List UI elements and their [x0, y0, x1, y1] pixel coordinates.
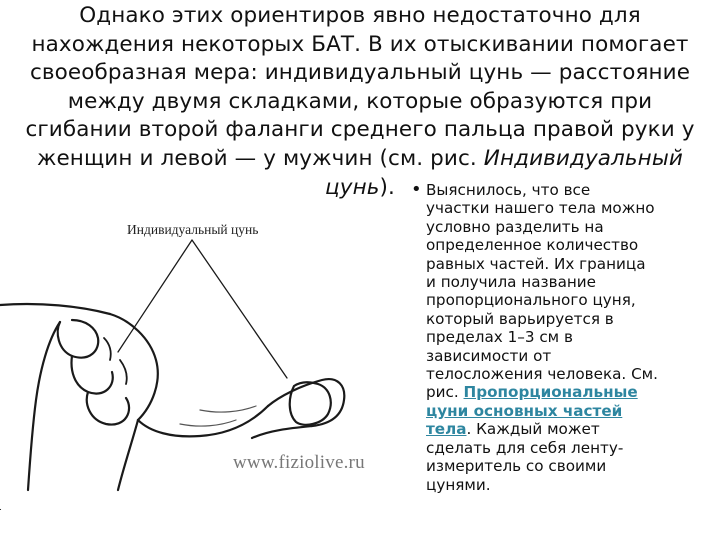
intro-paragraph: [6, 2, 714, 202]
bullet-line: пропорционального цуня,: [426, 291, 636, 310]
bullet-line: телосложения человека. См.: [426, 365, 658, 384]
bullet-line: определенное количество: [426, 236, 639, 255]
intro-line: нахождения некоторых БАТ. В их отыскивании помогает: [31, 31, 689, 57]
hand-illustration: [0, 210, 430, 510]
bullet-line: равных частей. Их граница: [426, 254, 646, 273]
bullet-line: Выяснилось, что все: [426, 181, 591, 199]
bullet-line: который варьируется в: [426, 309, 614, 328]
intro-line-6: [6, 145, 714, 174]
bullet-line: пределах 1–3 см в: [426, 328, 573, 347]
proportional-cun-link-cont[interactable]: цуни основных частей: [426, 401, 623, 420]
bullet-line: цунями.: [426, 475, 491, 494]
bullet-marker: •: [411, 179, 422, 200]
watermark: www.fiziolive.ru: [233, 452, 365, 473]
bullet-line: измеритель со своими: [426, 457, 607, 476]
bullet-line-link: [426, 402, 716, 420]
bullet-line: участки нашего тела можно: [426, 199, 655, 218]
intro-line-end: ).: [379, 174, 395, 200]
intro-line: Однако этих ориентиров явно недостаточно для: [79, 3, 641, 28]
bullet-paragraph: [426, 181, 716, 494]
intro-line: своеобразная мера: индивидуальный цунь — расстояние: [29, 60, 691, 86]
bullet-line-link: [426, 383, 716, 401]
intro-line: между двумя складками, которые образуются при: [67, 88, 653, 114]
bullet-line: зависимости от: [426, 346, 552, 365]
figure-label: Индивидуальный цунь: [127, 222, 259, 237]
after-link-text: . Каждый может: [466, 420, 600, 439]
proportional-cun-link-end[interactable]: тела: [426, 420, 467, 439]
figure-reference: Индивидуальный: [483, 145, 683, 171]
figure-reference-cont: цунь: [325, 174, 380, 200]
link-prefix: рис.: [426, 383, 464, 402]
bullet-line-link: [426, 420, 716, 438]
bullet-line: условно разделить на: [426, 217, 604, 236]
proportional-cun-link[interactable]: Пропорциональные: [463, 383, 638, 402]
intro-line: женщин и левой — у мужчин (см. рис.: [37, 145, 484, 171]
bullet-line: сделать для себя ленту-: [426, 438, 624, 457]
intro-line: сгибании второй фаланги среднего пальца правой руки у: [25, 117, 695, 143]
bullet-line: и получила название: [426, 273, 597, 292]
